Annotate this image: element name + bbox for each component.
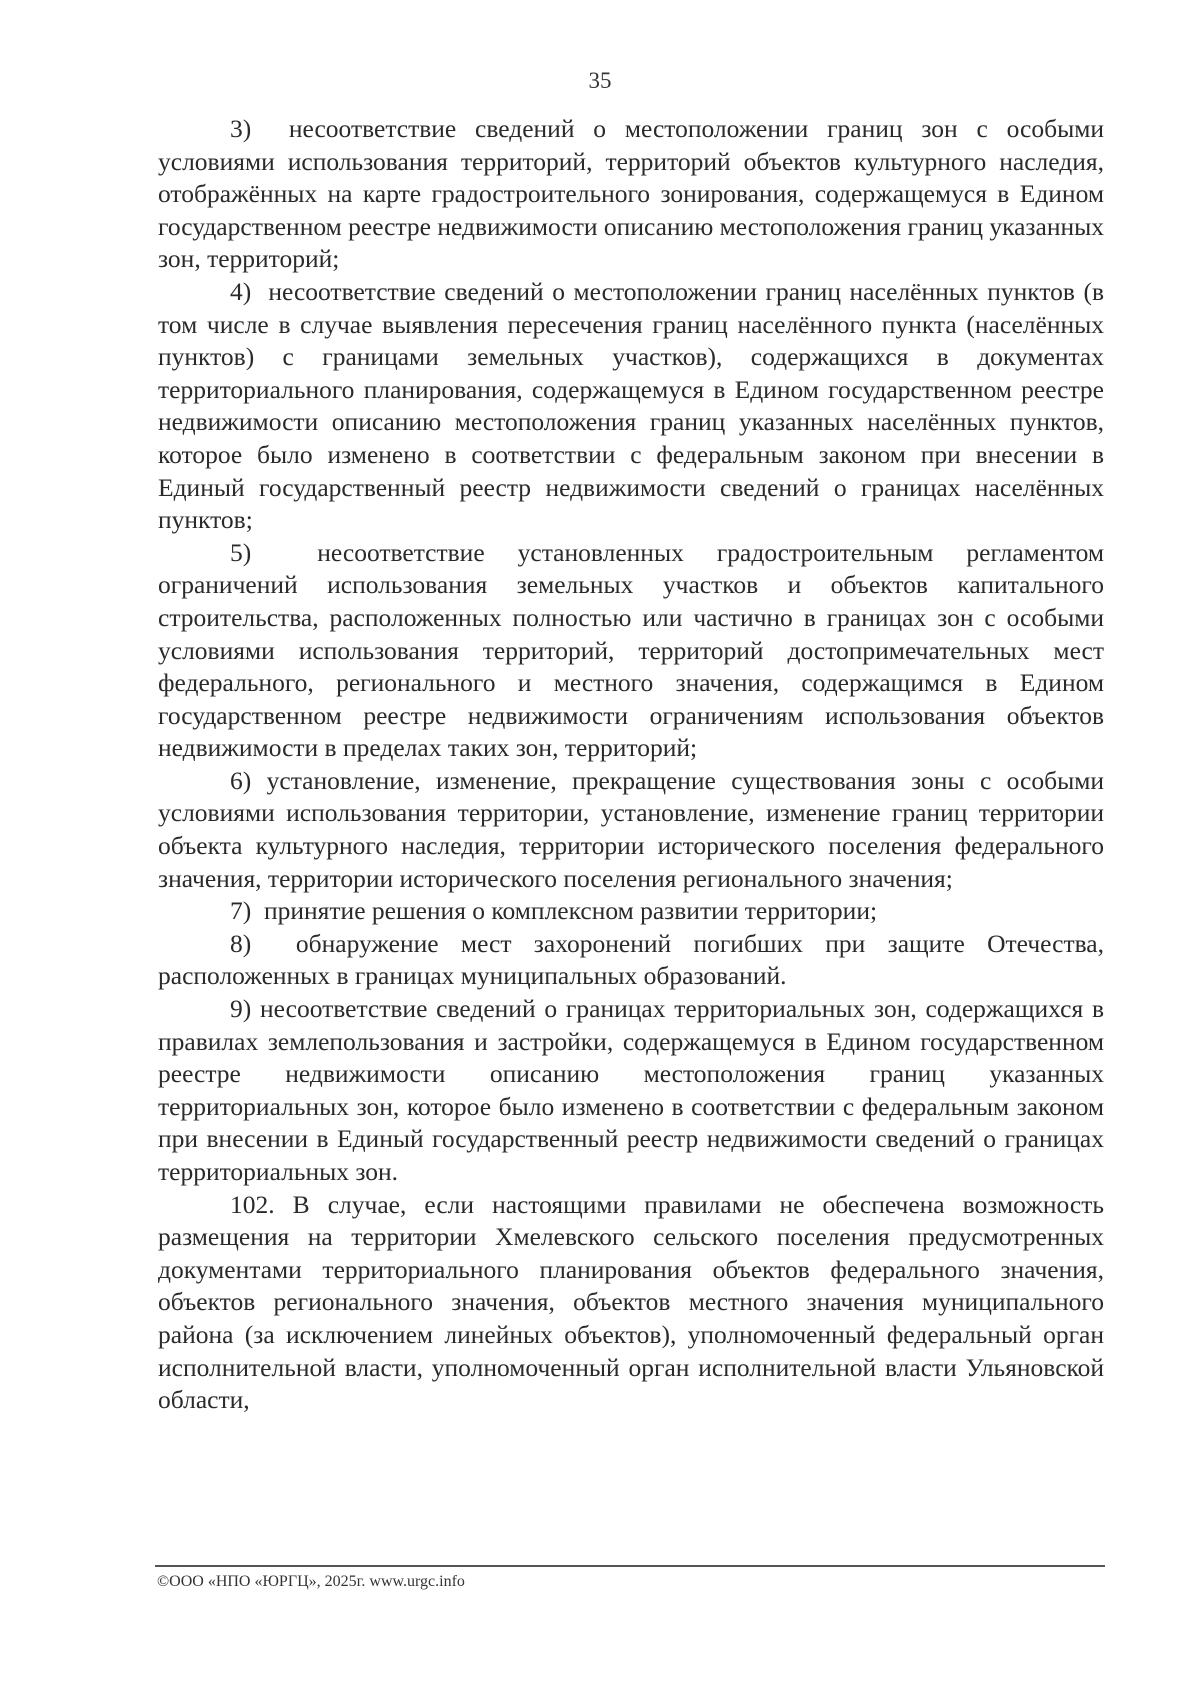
document-body: [158, 113, 1104, 1417]
footer-divider: [155, 1565, 1105, 1567]
paragraph-item-3: 3) несоответствие сведений о местоположении границ зон с особыми условиями использования территорий, территорий объектов культурного наследия, отображённых на карте градостроительного зонирования, содержащемуся в Едином государственном реестре недвижимости описанию местоположения границ указанных зон, территорий;: [158, 114, 1104, 274]
page-number: 35: [588, 68, 612, 93]
paragraph-item-5: 5) несоответствие установленных градостроительным регламентом ограничений использования земельных участков и объектов капитального строительства, расположенных полностью или частично в границах зон с особыми условиями использования территорий, территорий достопримечательных мест федерального, регионального и местного значения, содержащимся в Едином государственном реестре недвижимости ограничениям использования объектов недвижимости в пределах таких зон, территорий;: [158, 537, 1104, 763]
paragraph-102: 102. В случае, если настоящими правилами не обеспечена возможность размещения на территории Хмелевского сельского поселения предусмотренных документами территориального планирования объектов федерального значения, объектов регионального значения, объектов местного значения муниципального района (за исключением линейных объектов), уполномоченный федеральный орган исполнительной власти, уполномоченный орган исполнительной власти Ульяновской области,: [158, 1189, 1104, 1415]
paragraph-item-8: 8) обнаружение мест захоронений погибших при защите Отечества, расположенных в границах муниципальных образований.: [158, 928, 1104, 991]
paragraph-item-4: 4) несоответствие сведений о местоположении границ населённых пунктов (в том числе в случае выявления пересечения границ населённого пункта (населённых пунктов) с границами земельных участков), содержащихся в документах территориального планирования, содержащемуся в Едином государственном реестре недвижимости описанию местоположения границ указанных населённых пунктов, которое было изменено в соответствии с федеральным законом при внесении в Единый государственный реестр недвижимости сведений о границах населённых пунктов;: [158, 276, 1104, 535]
paragraph-item-6: 6) установление, изменение, прекращение существования зоны с особыми условиями использования территории, установление, изменение границ территории объекта культурного наследия, территории исторического поселения федерального значения, территории исторического поселения регионального значения;: [158, 765, 1104, 893]
paragraph-item-7: 7) принятие решения о комплексном развитии территории;: [230, 896, 878, 926]
paragraph-item-9: 9) несоответствие сведений о границах территориальных зон, содержащихся в правилах землепользования и застройки, содержащемуся в Едином государственном реестре недвижимости описанию местоположения границ указанных территориальных зон, которое было изменено в соответствии с федеральным законом при внесении в Единый государственный реестр недвижимости сведений о границах территориальных зон.: [158, 994, 1104, 1186]
footer-copyright: ©ООО «НПО «ЮРГЦ», 2025г. www.urgc.info: [157, 1573, 465, 1590]
